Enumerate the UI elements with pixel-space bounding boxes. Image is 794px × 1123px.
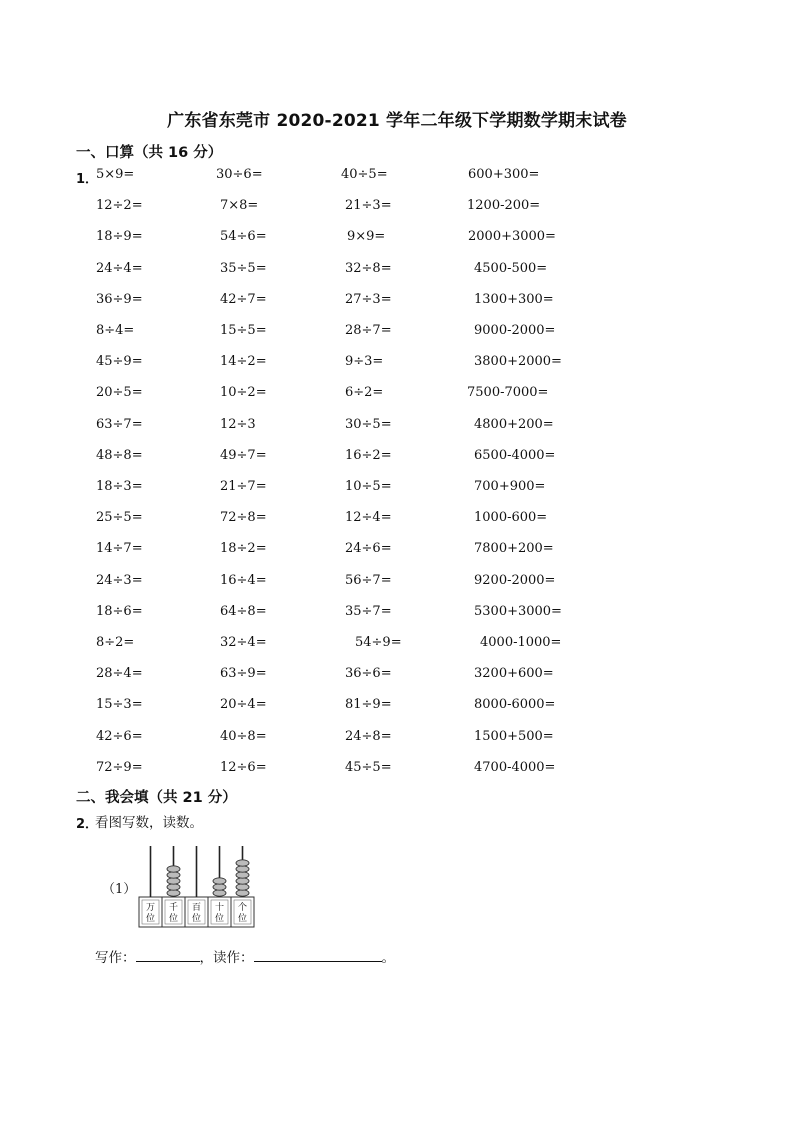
math-problem: 30÷5=: [345, 416, 392, 432]
math-problem: 4700-4000=: [474, 759, 556, 775]
math-problem: 28÷7=: [345, 323, 392, 338]
math-problem: 12÷4=: [345, 510, 392, 526]
abacus-bead: [167, 872, 180, 878]
math-problem: 72÷9=: [96, 759, 143, 775]
abacus-bead: [236, 890, 249, 896]
math-problem: 42÷6=: [96, 728, 143, 744]
read-blank[interactable]: [254, 947, 382, 962]
math-problem: 63÷9=: [220, 666, 267, 682]
question-2-number: 2．: [76, 817, 99, 832]
math-problem: 8÷2=: [96, 635, 135, 650]
math-problem: 45÷5=: [345, 759, 392, 775]
math-problem: 2000+3000=: [468, 229, 556, 245]
math-problem: 600+300=: [468, 167, 540, 182]
abacus-place-label-bottom: 位: [214, 914, 225, 924]
math-problem: 9×9=: [347, 229, 386, 245]
math-problem: 18÷2=: [220, 541, 267, 557]
question-1-number: 1．: [76, 172, 99, 187]
math-problem: 20÷4=: [220, 697, 267, 713]
abacus-bead: [236, 866, 249, 872]
math-problem: 36÷6=: [345, 666, 392, 682]
period: 。: [381, 950, 395, 966]
math-problem: 64÷8=: [220, 603, 267, 619]
math-problem: 7×8=: [220, 198, 259, 214]
math-problem: 72÷8=: [220, 510, 267, 526]
math-problem: 700+900=: [474, 479, 546, 494]
section-fill-in-heading: 二、我会填（共 21 分）: [76, 790, 237, 806]
abacus-part-label: （1）: [102, 882, 137, 897]
math-problem: 15÷3=: [96, 697, 143, 713]
abacus-place-label-top: 万: [145, 903, 156, 913]
math-problem: 9000-2000=: [474, 323, 556, 338]
math-problem: 15÷5=: [220, 323, 267, 338]
abacus-place-label-bottom: 位: [191, 914, 202, 924]
abacus-figure: [96, 842, 266, 932]
abacus-bead: [213, 890, 226, 896]
math-problem: 40÷5=: [341, 167, 388, 182]
math-problem: 81÷9=: [345, 697, 392, 713]
math-problem: 32÷8=: [345, 260, 392, 276]
math-problem: 24÷4=: [96, 260, 143, 276]
math-problem: 16÷4=: [220, 572, 267, 588]
math-problem: 6÷2=: [345, 385, 384, 401]
abacus-place-label-top: 千: [168, 903, 179, 913]
math-problem: 5×9=: [96, 167, 135, 182]
math-problem: 3200+600=: [474, 666, 554, 682]
math-problem: 12÷3: [220, 416, 256, 432]
math-problem: 9200-2000=: [474, 572, 556, 588]
math-problem: 28÷4=: [96, 666, 143, 682]
abacus-bead: [236, 860, 249, 866]
answer-line: [95, 946, 395, 966]
math-problem: 8000-6000=: [474, 697, 556, 713]
math-problem: 21÷3=: [345, 198, 392, 214]
math-problem: 56÷7=: [345, 572, 392, 588]
abacus-bead: [213, 878, 226, 884]
comma: ，: [199, 950, 213, 966]
math-problem: 10÷2=: [220, 385, 267, 401]
abacus-bead: [167, 890, 180, 896]
math-problem: 45÷9=: [96, 354, 143, 370]
math-problem: 4500-500=: [474, 260, 548, 276]
math-problem: 4800+200=: [474, 416, 554, 432]
write-label: 写作：: [95, 950, 136, 966]
math-problem: 16÷2=: [345, 447, 392, 463]
math-problem: 12÷2=: [96, 198, 143, 214]
page-title: 广东省东莞市 2020-2021 学年二年级下学期数学期末试卷: [167, 111, 627, 131]
abacus-bead: [236, 872, 249, 878]
math-problem: 1000-600=: [474, 510, 548, 526]
math-problem: 5300+3000=: [474, 603, 562, 619]
abacus-drawing: [96, 842, 266, 932]
math-problem: 42÷7=: [220, 291, 267, 307]
math-problem: 1300+300=: [474, 291, 554, 307]
math-problem: 21÷7=: [220, 479, 267, 494]
math-problem: 18÷6=: [96, 603, 143, 619]
math-problem: 14÷2=: [220, 354, 267, 370]
math-problem: 24÷3=: [96, 572, 143, 588]
math-problem: 48÷8=: [96, 447, 143, 463]
math-problem: 12÷6=: [220, 759, 267, 775]
math-problem: 7500-7000=: [467, 385, 549, 401]
abacus-place-label-bottom: 位: [237, 914, 248, 924]
math-problem: 24÷8=: [345, 728, 392, 744]
abacus-place-label-top: 百: [191, 903, 202, 913]
math-problem: 18÷3=: [96, 479, 143, 494]
section-mental-math-heading: 一、口算（共 16 分）: [76, 145, 223, 161]
math-problem: 63÷7=: [96, 416, 143, 432]
abacus-bead: [167, 884, 180, 890]
abacus-bead: [236, 884, 249, 890]
math-problem: 54÷6=: [220, 229, 267, 245]
math-problem: 54÷9=: [355, 635, 402, 650]
math-problem: 18÷9=: [96, 229, 143, 245]
math-problem: 8÷4=: [96, 323, 135, 338]
math-problem: 24÷6=: [345, 541, 392, 557]
math-problem: 36÷9=: [96, 291, 143, 307]
abacus-bead: [236, 878, 249, 884]
math-problem: 14÷7=: [96, 541, 143, 557]
abacus-place-label-top: 个: [237, 903, 248, 913]
math-problem: 30÷6=: [216, 167, 263, 182]
math-problem: 1200-200=: [467, 198, 541, 214]
math-problem: 20÷5=: [96, 385, 143, 401]
math-problem: 40÷8=: [220, 728, 267, 744]
question-2-text: 看图写数，读数。: [95, 815, 203, 831]
math-problem: 3800+2000=: [474, 354, 562, 370]
math-problem: 35÷5=: [220, 260, 267, 276]
math-problem: 7800+200=: [474, 541, 554, 557]
read-label: 读作：: [213, 950, 254, 966]
math-problem: 49÷7=: [220, 447, 267, 463]
math-problem: 6500-4000=: [474, 447, 556, 463]
math-problem: 4000-1000=: [480, 635, 562, 650]
abacus-bead: [167, 878, 180, 884]
math-problem: 1500+500=: [474, 728, 554, 744]
write-blank[interactable]: [136, 947, 200, 962]
abacus-bead: [213, 884, 226, 890]
abacus-place-label-bottom: 位: [168, 914, 179, 924]
math-problem: 25÷5=: [96, 510, 143, 526]
abacus-bead: [167, 866, 180, 872]
math-problem: 9÷3=: [345, 354, 384, 370]
math-problem: 32÷4=: [220, 635, 267, 650]
math-problem: 27÷3=: [345, 291, 392, 307]
abacus-place-label-top: 十: [214, 903, 225, 913]
math-problem: 10÷5=: [345, 479, 392, 494]
math-problem: 35÷7=: [345, 603, 392, 619]
abacus-place-label-bottom: 位: [145, 914, 156, 924]
